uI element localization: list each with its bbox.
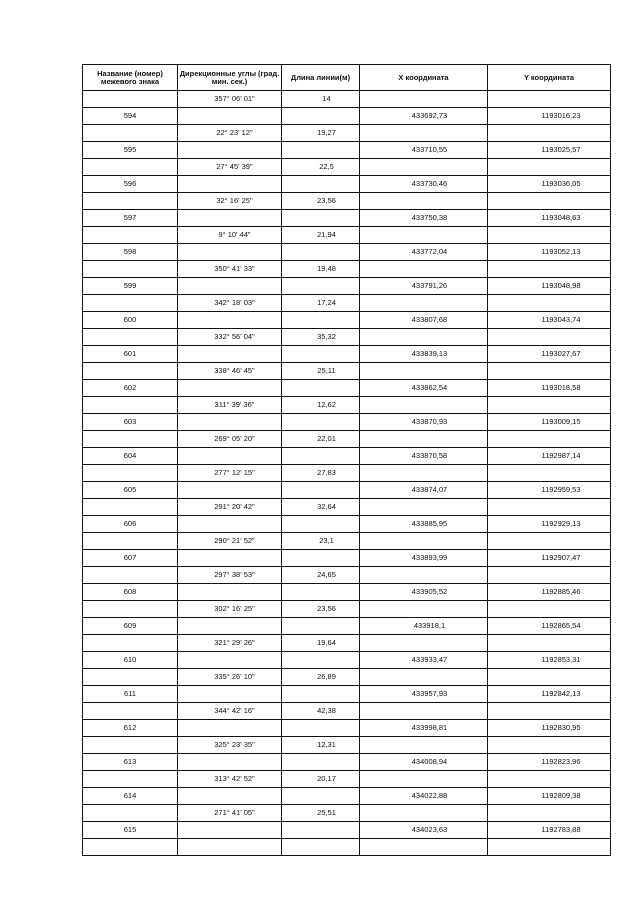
x-cell [360,669,488,686]
name-cell [83,329,178,346]
y-cell [488,363,611,380]
mark-name-cell: 599 [83,278,178,295]
name-cell [83,125,178,142]
length-cell [282,754,360,771]
boundary-marks-table [82,64,611,856]
length-cell [282,822,360,839]
length-cell: 22,5 [282,159,360,176]
angle-cell [178,720,282,737]
segment-row [83,329,611,346]
y-coordinate-cell: 1193043,74 [488,312,611,329]
mark-row [83,482,611,499]
x-cell [360,431,488,448]
segment-row [83,261,611,278]
mark-name-cell: 596 [83,176,178,193]
y-cell [488,91,611,108]
length-cell [282,210,360,227]
angle-cell [178,448,282,465]
angle-cell [178,210,282,227]
length-cell [282,176,360,193]
x-coordinate-cell: 433905,52 [360,584,488,601]
angle-cell: 269° 05' 20" [178,431,282,448]
angle-cell: 277° 12' 15" [178,465,282,482]
angle-cell: 338° 46' 45" [178,363,282,380]
angle-cell [178,652,282,669]
mark-name-cell: 607 [83,550,178,567]
length-cell [282,312,360,329]
x-coordinate-cell: 433791,26 [360,278,488,295]
x-cell [360,771,488,788]
length-cell: 42,38 [282,703,360,720]
name-cell [83,363,178,380]
mark-row [83,584,611,601]
angle-cell [178,380,282,397]
length-cell: 21,94 [282,227,360,244]
x-coordinate-cell: 434022,88 [360,788,488,805]
name-cell [83,839,178,856]
y-cell [488,465,611,482]
mark-row [83,550,611,567]
mark-name-cell: 608 [83,584,178,601]
length-cell: 19,27 [282,125,360,142]
length-cell: 23,56 [282,601,360,618]
angle-cell: 290° 21' 52" [178,533,282,550]
angle-cell [178,754,282,771]
y-cell [488,125,611,142]
mark-row [83,108,611,125]
angle-cell [178,516,282,533]
segment-row [83,533,611,550]
name-cell [83,567,178,584]
x-coordinate-cell: 433998,81 [360,720,488,737]
mark-name-cell: 600 [83,312,178,329]
segment-row [83,805,611,822]
mark-row [83,244,611,261]
name-cell [83,499,178,516]
x-coordinate-cell: 433839,13 [360,346,488,363]
x-cell [360,91,488,108]
mark-row [83,312,611,329]
length-cell [282,142,360,159]
x-coordinate-cell: 433692,73 [360,108,488,125]
x-coordinate-cell: 433710,55 [360,142,488,159]
x-cell [360,227,488,244]
mark-name-cell: 597 [83,210,178,227]
y-cell [488,295,611,312]
mark-row [83,380,611,397]
angle-cell: 32° 16' 25" [178,193,282,210]
name-cell [83,397,178,414]
angle-cell [178,618,282,635]
angle-cell [178,414,282,431]
x-cell [360,499,488,516]
angle-cell [178,278,282,295]
length-cell: 23,1 [282,533,360,550]
y-cell [488,805,611,822]
length-cell [282,618,360,635]
length-cell [282,652,360,669]
segment-row [83,601,611,618]
mark-row [83,686,611,703]
angle-cell [178,839,282,856]
x-coordinate-cell: 433893,99 [360,550,488,567]
name-cell [83,669,178,686]
x-coordinate-cell: 433750,38 [360,210,488,227]
length-cell [282,380,360,397]
name-cell [83,193,178,210]
segment-row [83,227,611,244]
length-cell: 19,64 [282,635,360,652]
table-body [83,91,611,856]
length-cell [282,244,360,261]
length-cell [282,550,360,567]
mark-row [83,414,611,431]
length-cell: 24,65 [282,567,360,584]
angle-cell [178,788,282,805]
y-cell [488,737,611,754]
header-y: Y координата [488,65,611,91]
x-coordinate-cell: 433870,93 [360,414,488,431]
y-coordinate-cell: 1193048,63 [488,210,611,227]
name-cell [83,227,178,244]
header-length: Длина линии(м) [282,65,360,91]
angle-cell [178,686,282,703]
length-cell: 19,48 [282,261,360,278]
segment-row [83,193,611,210]
angle-cell: 332° 56' 04" [178,329,282,346]
mark-row [83,618,611,635]
name-cell [83,465,178,482]
y-coordinate-cell: 1193018,58 [488,380,611,397]
x-cell [360,703,488,720]
length-cell: 20,17 [282,771,360,788]
angle-cell [178,550,282,567]
angle-cell: 271° 41' 05" [178,805,282,822]
header-x: X координата [360,65,488,91]
segment-row [83,397,611,414]
length-cell: 26,89 [282,669,360,686]
angle-cell [178,176,282,193]
y-cell [488,261,611,278]
y-coordinate-cell: 1192823,96 [488,754,611,771]
length-cell: 23,56 [282,193,360,210]
x-cell [360,805,488,822]
length-cell: 32,64 [282,499,360,516]
length-cell [282,108,360,125]
y-coordinate-cell: 1192865,54 [488,618,611,635]
mark-name-cell: 604 [83,448,178,465]
mark-row [83,346,611,363]
x-cell [360,295,488,312]
length-cell: 25,51 [282,805,360,822]
mark-name-cell: 598 [83,244,178,261]
name-cell [83,601,178,618]
y-coordinate-cell: 1192830,95 [488,720,611,737]
y-coordinate-cell: 1193027,67 [488,346,611,363]
y-cell [488,159,611,176]
x-cell [360,125,488,142]
name-cell [83,533,178,550]
mark-row [83,754,611,771]
segment-row [83,703,611,720]
y-coordinate-cell: 1192853,31 [488,652,611,669]
y-coordinate-cell: 1193052,13 [488,244,611,261]
x-cell [360,601,488,618]
mark-row [83,142,611,159]
x-coordinate-cell: 434023,63 [360,822,488,839]
length-cell: 25,11 [282,363,360,380]
length-cell [282,414,360,431]
mark-name-cell: 611 [83,686,178,703]
x-cell [360,363,488,380]
length-cell: 14 [282,91,360,108]
y-cell [488,669,611,686]
mark-name-cell: 615 [83,822,178,839]
angle-cell: 297° 38' 53" [178,567,282,584]
segment-row [83,669,611,686]
y-cell [488,635,611,652]
angle-cell: 342° 18' 03" [178,295,282,312]
segment-row [83,295,611,312]
length-cell [282,720,360,737]
mark-name-cell: 594 [83,108,178,125]
segment-row [83,465,611,482]
segment-row [83,635,611,652]
y-cell [488,567,611,584]
length-cell [282,686,360,703]
y-cell [488,601,611,618]
angle-cell: 22° 23' 12" [178,125,282,142]
name-cell [83,737,178,754]
angle-cell: 313° 42' 52" [178,771,282,788]
length-cell: 12,31 [282,737,360,754]
mark-row [83,516,611,533]
angle-cell: 321° 29' 26" [178,635,282,652]
x-cell [360,261,488,278]
y-coordinate-cell: 1192885,46 [488,584,611,601]
header-angle: Дирекционные углы (град. мин. сек.) [178,65,282,91]
mark-row [83,278,611,295]
length-cell [282,584,360,601]
length-cell [282,346,360,363]
y-coordinate-cell: 1192783,88 [488,822,611,839]
mark-name-cell: 609 [83,618,178,635]
x-cell [360,159,488,176]
angle-cell: 302° 16' 25" [178,601,282,618]
x-coordinate-cell: 433870,58 [360,448,488,465]
y-coordinate-cell: 1193048,98 [488,278,611,295]
angle-cell: 325° 23' 35" [178,737,282,754]
x-coordinate-cell: 433918,1 [360,618,488,635]
name-cell [83,261,178,278]
length-cell: 17,24 [282,295,360,312]
x-coordinate-cell: 433874,07 [360,482,488,499]
name-cell [83,805,178,822]
y-coordinate-cell: 1192842,13 [488,686,611,703]
mark-name-cell: 602 [83,380,178,397]
y-coordinate-cell: 1193025,57 [488,142,611,159]
segment-row [83,125,611,142]
angle-cell: 9° 10' 44" [178,227,282,244]
length-cell: 35,32 [282,329,360,346]
x-cell [360,635,488,652]
x-cell [360,465,488,482]
mark-name-cell: 612 [83,720,178,737]
mark-row [83,176,611,193]
x-coordinate-cell: 433933,47 [360,652,488,669]
segment-row [83,499,611,516]
x-coordinate-cell: 433807,68 [360,312,488,329]
mark-name-cell: 603 [83,414,178,431]
mark-row [83,788,611,805]
angle-cell: 311° 39' 36" [178,397,282,414]
x-cell [360,839,488,856]
mark-name-cell: 605 [83,482,178,499]
x-cell [360,329,488,346]
y-cell [488,839,611,856]
mark-row [83,210,611,227]
mark-name-cell: 614 [83,788,178,805]
mark-row [83,652,611,669]
angle-cell: 344° 42' 16" [178,703,282,720]
x-coordinate-cell: 433862,54 [360,380,488,397]
y-coordinate-cell: 1192929,13 [488,516,611,533]
x-cell [360,737,488,754]
name-cell [83,703,178,720]
header-row [83,65,611,91]
name-cell [83,771,178,788]
x-cell [360,533,488,550]
length-cell: 12,62 [282,397,360,414]
name-cell [83,431,178,448]
y-cell [488,329,611,346]
angle-cell [178,482,282,499]
mark-row [83,448,611,465]
angle-cell: 27° 45' 39" [178,159,282,176]
mark-row [83,822,611,839]
y-cell [488,227,611,244]
mark-name-cell: 601 [83,346,178,363]
segment-row [83,363,611,380]
segment-row [83,431,611,448]
segment-row [83,159,611,176]
mark-name-cell: 610 [83,652,178,669]
y-cell [488,499,611,516]
y-coordinate-cell: 1192809,38 [488,788,611,805]
segment-row [83,771,611,788]
mark-name-cell: 606 [83,516,178,533]
y-coordinate-cell: 1193036,05 [488,176,611,193]
segment-row [83,839,611,856]
mark-row [83,720,611,737]
length-cell [282,278,360,295]
angle-cell [178,584,282,601]
x-cell [360,193,488,210]
length-cell [282,448,360,465]
angle-cell [178,312,282,329]
name-cell [83,635,178,652]
length-cell [282,516,360,533]
length-cell [282,482,360,499]
angle-cell [178,108,282,125]
length-cell [282,788,360,805]
y-coordinate-cell: 1193016,23 [488,108,611,125]
angle-cell: 350° 41' 33" [178,261,282,278]
header-name: Название (номер) межевого знака [83,65,178,91]
y-coordinate-cell: 1193009,15 [488,414,611,431]
length-cell [282,839,360,856]
mark-name-cell: 595 [83,142,178,159]
x-coordinate-cell: 433885,95 [360,516,488,533]
segment-row [83,91,611,108]
y-cell [488,397,611,414]
y-cell [488,771,611,788]
y-cell [488,193,611,210]
angle-cell [178,822,282,839]
x-cell [360,567,488,584]
length-cell: 27,83 [282,465,360,482]
y-cell [488,533,611,550]
x-cell [360,397,488,414]
name-cell [83,159,178,176]
name-cell [83,91,178,108]
coordinates-sheet [82,64,610,856]
x-coordinate-cell: 434008,94 [360,754,488,771]
angle-cell: 357° 06' 01" [178,91,282,108]
y-coordinate-cell: 1192959,53 [488,482,611,499]
segment-row [83,737,611,754]
angle-cell: 291° 20' 42" [178,499,282,516]
x-coordinate-cell: 433730,46 [360,176,488,193]
y-coordinate-cell: 1192907,47 [488,550,611,567]
x-coordinate-cell: 433772,04 [360,244,488,261]
x-coordinate-cell: 433957,93 [360,686,488,703]
angle-cell [178,244,282,261]
angle-cell: 335° 26' 10" [178,669,282,686]
y-coordinate-cell: 1192987,14 [488,448,611,465]
angle-cell [178,346,282,363]
length-cell: 22,01 [282,431,360,448]
segment-row [83,567,611,584]
mark-name-cell: 613 [83,754,178,771]
y-cell [488,703,611,720]
angle-cell [178,142,282,159]
y-cell [488,431,611,448]
name-cell [83,295,178,312]
